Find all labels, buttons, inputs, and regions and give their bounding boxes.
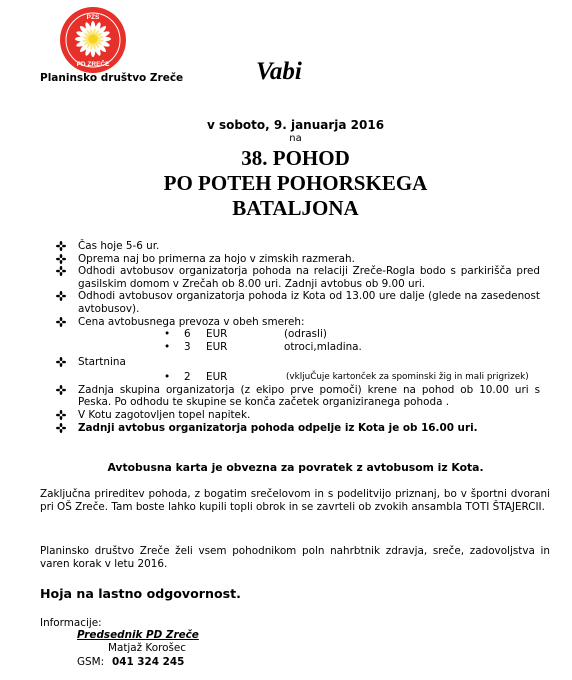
list-item: Zadnji avtobus organizatorja pohoda odpelje iz Kota je ob 16.00 uri. — [56, 422, 540, 435]
list-item: Startnina — [56, 356, 540, 369]
bus-ticket-note: Avtobusna karta je obvezna za povratek z avtobusom iz Kota. — [107, 461, 484, 474]
flower-bullet-icon — [56, 241, 66, 251]
info-bullet-list — [56, 240, 540, 434]
logo-bottom-text: PD ZREČE — [76, 61, 110, 68]
wishes-paragraph: Planinsko društvo Zreče želi vsem pohodnikom poln nahrbtnik zdravja, sreče, zadovoljstva in varen korak v letu 2016. — [40, 545, 550, 570]
flower-bullet-icon — [56, 410, 66, 420]
flower-bullet-icon — [56, 385, 66, 395]
list-item: Zadnja skupina organizatorja (z ekipo prve pomoči) krene na pohod ob 10.00 uri s Peska. Po odhodu te skupine se konča začetek organiziranega pohoda . — [56, 384, 540, 409]
contact-label: Informacije: — [40, 617, 102, 629]
president-title: Predsednik PD Zreče — [77, 629, 199, 641]
bullet-dot-icon: • — [164, 341, 171, 354]
flower-bullet-icon — [56, 254, 66, 264]
list-item: Cena avtobusnega prevoza v obeh smereh: — [56, 316, 540, 329]
flower-bullet-icon — [56, 423, 66, 433]
flower-bullet-icon — [56, 357, 66, 367]
event-na: na — [289, 133, 302, 144]
invite-heading: Vabi — [256, 58, 302, 85]
bullet-dot-icon: • — [164, 370, 171, 383]
list-item: Odhodi avtobusov organizatorja pohoda iz Kota od 13.00 ure dalje (glede na zasedenost avtobusov). — [56, 290, 540, 315]
president-name: Matjaž Korošec — [108, 642, 186, 654]
price-row-adults: • 6 EUR (odrasli) — [164, 328, 327, 341]
list-item: V Kotu zagotovljen topel napitek. — [56, 409, 540, 422]
event-title-line-2: PO POTEH POHORSKEGA — [163, 171, 428, 195]
list-item: Čas hoje 5-6 ur. — [56, 240, 540, 253]
logo-top-text: PZS — [86, 14, 100, 21]
flower-bullet-icon — [56, 317, 66, 327]
responsibility-note: Hoja na lastno odgovornost. — [40, 586, 241, 601]
event-date: v soboto, 9. januarja 2016 — [206, 118, 385, 132]
flower-bullet-icon — [56, 291, 66, 301]
event-title-line-1: 38. POHOD — [241, 146, 350, 170]
bullet-dot-icon: • — [164, 328, 171, 341]
list-item: Oprema naj bo primerna za hojo v zimskih razmerah. — [56, 253, 540, 266]
gsm-number: 041 324 245 — [112, 656, 185, 668]
list-item: Odhodi avtobusov organizatorja pohoda na relaciji Zreče-Rogla bodo s parkirišča pred gasilskim domom v Zrečah ob 8.00 uri. Zadnji avtobus ob 9.00 uri. — [56, 265, 540, 290]
club-logo — [59, 6, 127, 74]
price-row-children: • 3 EUR otroci,mladina. — [164, 341, 362, 354]
closing-event-paragraph: Zaključna prireditev pohoda, z bogatim srečelovom in s podelitvijo priznanj, bo v športni dvorani pri OŠ Zreče. Tam boste lahko kupili topli obrok in se zavrteli ob zvokih ansambla TOTI ŠTAJERCII. — [40, 488, 550, 513]
gsm-label: GSM: — [77, 656, 105, 668]
club-name: Planinsko društvo Zreče — [40, 72, 184, 84]
event-title-line-3: BATALJONA — [232, 196, 359, 220]
price-row-startnina: • 2 EUR (vkljuČuje kartonček za spominski žig in mali prigrizek) — [164, 370, 529, 383]
flower-bullet-icon — [56, 266, 66, 276]
